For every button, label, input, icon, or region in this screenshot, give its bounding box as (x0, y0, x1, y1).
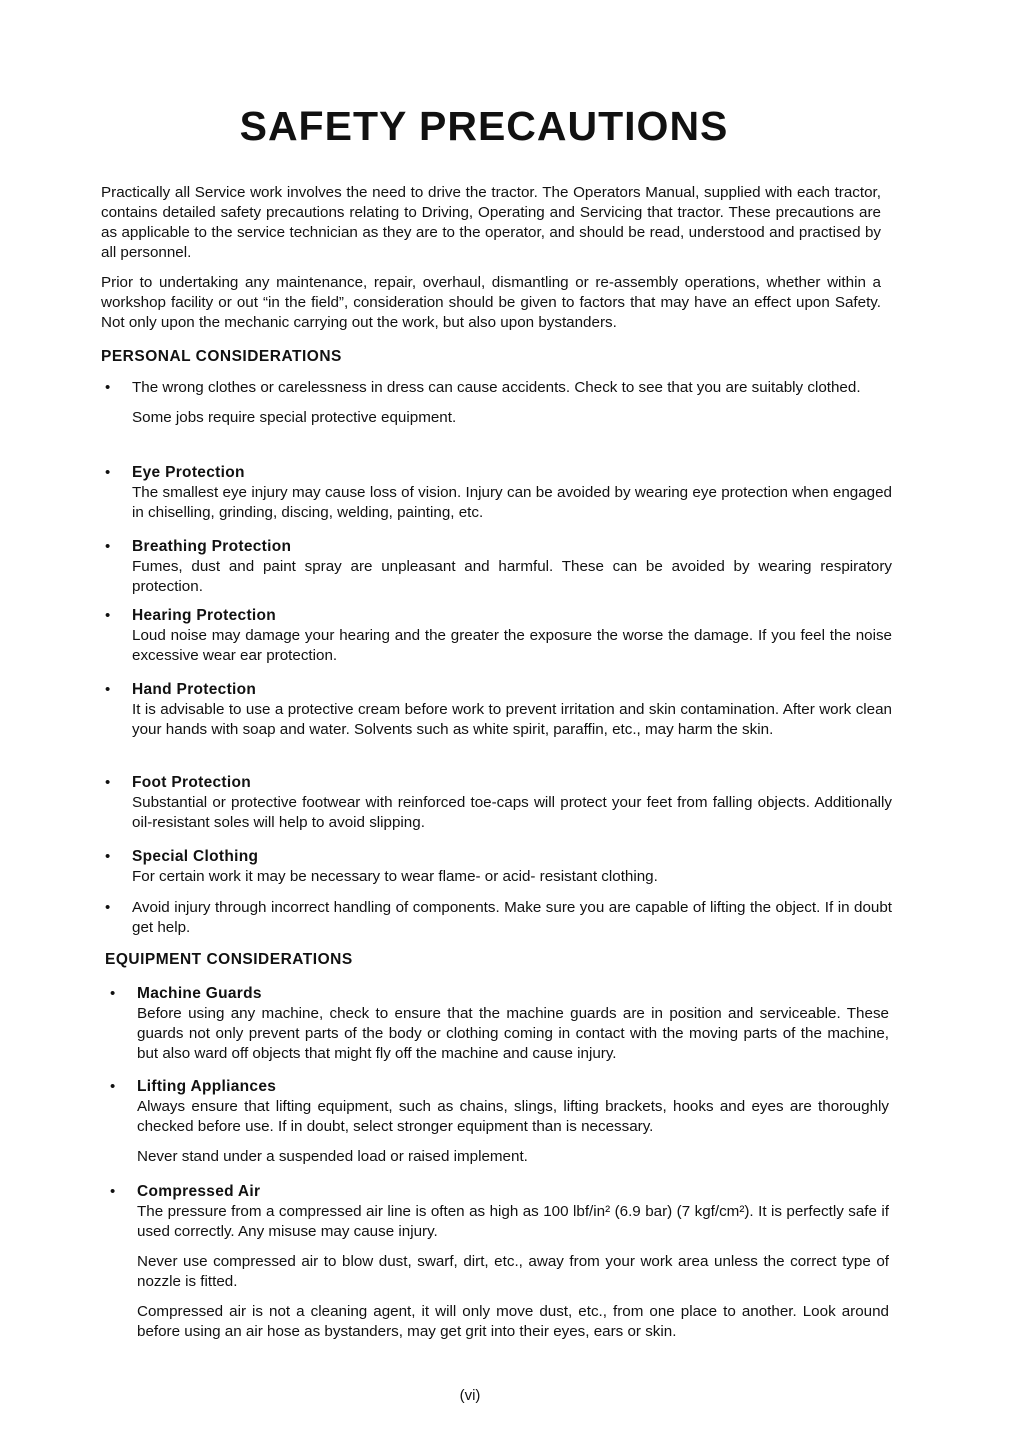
item-title: Compressed Air (137, 1183, 261, 1200)
bullet-icon: • (105, 848, 111, 865)
item-title: Machine Guards (137, 985, 262, 1002)
list-item (110, 1182, 889, 1342)
item-title: Lifting Appliances (137, 1078, 277, 1095)
equipment-considerations-heading: EQUIPMENT CONSIDERATIONS (105, 951, 353, 968)
list-item (110, 984, 889, 1064)
list-item (105, 773, 892, 833)
item-text: Substantial or protective footwear with reinforced toe-caps will protect your feet from falling objects. Additionally oil-resistant soles will help to avoid slipping. (132, 794, 892, 831)
list-item (105, 898, 892, 938)
list-item (105, 378, 892, 428)
item-text: Always ensure that lifting equipment, such as chains, slings, lifting brackets, hooks and eyes are thoroughly checked before use. If in doubt, select stronger equipment than is necessary. (137, 1098, 889, 1135)
item-text: Never use compressed air to blow dust, swarf, dirt, etc., away from your work area unless the correct type of nozzle is fitted. (137, 1253, 889, 1290)
bullet-icon: • (105, 379, 111, 396)
bullet-icon: • (105, 538, 111, 555)
item-title: Foot Protection (132, 774, 252, 791)
item-text: Fumes, dust and paint spray are unpleasant and harmful. These can be avoided by wearing respiratory protection. (132, 558, 892, 595)
page-number: (vi) (459, 1387, 481, 1404)
item-text: The pressure from a compressed air line is often as high as 100 lbf/in² (6.9 bar) (7 kgf/cm²). It is perfectly safe if used correctly. Any misuse may cause injury. (137, 1203, 889, 1240)
intro-paragraph: Practically all Service work involves the need to drive the tractor. The Operators Manual, supplied with each tractor, contains detailed safety precautions relating to Driving, Operating and Servicing that tractor. These precautions are as applicable to the service technician as they are to the operator, and should be read, understood and practised by all personnel. (101, 184, 881, 261)
item-text: Loud noise may damage your hearing and the greater the exposure the worse the damage. If you feel the noise excessive wear ear protection. (132, 627, 892, 664)
bullet-icon: • (110, 1078, 116, 1095)
bullet-icon: • (110, 985, 116, 1002)
bullet-icon: • (105, 464, 111, 481)
item-text: It is advisable to use a protective cream before work to prevent irritation and skin contamination. After work clean your hands with soap and water. Solvents such as white spirit, paraffin, etc., may harm the skin. (132, 701, 892, 738)
item-text: The smallest eye injury may cause loss of vision. Injury can be avoided by wearing eye protection when engaged in chiselling, grinding, discing, welding, painting, etc. (132, 484, 892, 521)
item-title: Hearing Protection (132, 607, 277, 624)
item-title: Special Clothing (132, 848, 259, 865)
bullet-icon: • (105, 681, 111, 698)
item-title: Hand Protection (132, 681, 257, 698)
list-item (105, 680, 892, 740)
item-text: Before using any machine, check to ensure that the machine guards are in position and serviceable. These guards not only prevent parts of the body or clothing coming in contact with the moving parts of the machine, but also ward off objects that might fly off the machine and cause injury. (137, 1005, 889, 1062)
item-text: Compressed air is not a cleaning agent, it will only move dust, etc., from one place to another. Look around before using an air hose as bystanders, may get grit into their eyes, ears or skin. (137, 1303, 889, 1340)
list-item (105, 606, 892, 666)
item-text: Avoid injury through incorrect handling of components. Make sure you are capable of lifting the object. If in doubt get help. (132, 899, 892, 936)
item-text: The wrong clothes or carelessness in dress can cause accidents. Check to see that you are suitably clothed. (132, 379, 861, 396)
item-text: Never stand under a suspended load or raised implement. (137, 1148, 528, 1165)
item-title: Breathing Protection (132, 538, 292, 555)
bullet-icon: • (105, 774, 111, 791)
item-title: Eye Protection (132, 464, 245, 481)
bullet-icon: • (105, 607, 111, 624)
item-text: For certain work it may be necessary to wear flame- or acid- resistant clothing. (132, 868, 658, 885)
item-text: Some jobs require special protective equipment. (132, 409, 457, 426)
bullet-icon: • (105, 899, 111, 916)
bullet-icon: • (110, 1183, 116, 1200)
list-item (105, 847, 892, 887)
list-item (110, 1077, 889, 1167)
personal-considerations-heading: PERSONAL CONSIDERATIONS (101, 348, 342, 365)
page-title: SAFETY PRECAUTIONS (239, 103, 729, 149)
list-item (105, 463, 892, 523)
list-item (105, 537, 892, 597)
intro-paragraph: Prior to undertaking any maintenance, repair, overhaul, dismantling or re-assembly operations, whether within a workshop facility or out “in the field”, consideration should be given to factors that may have an effect upon Safety. Not only upon the mechanic carrying out the work, but also upon bystanders. (101, 274, 881, 331)
